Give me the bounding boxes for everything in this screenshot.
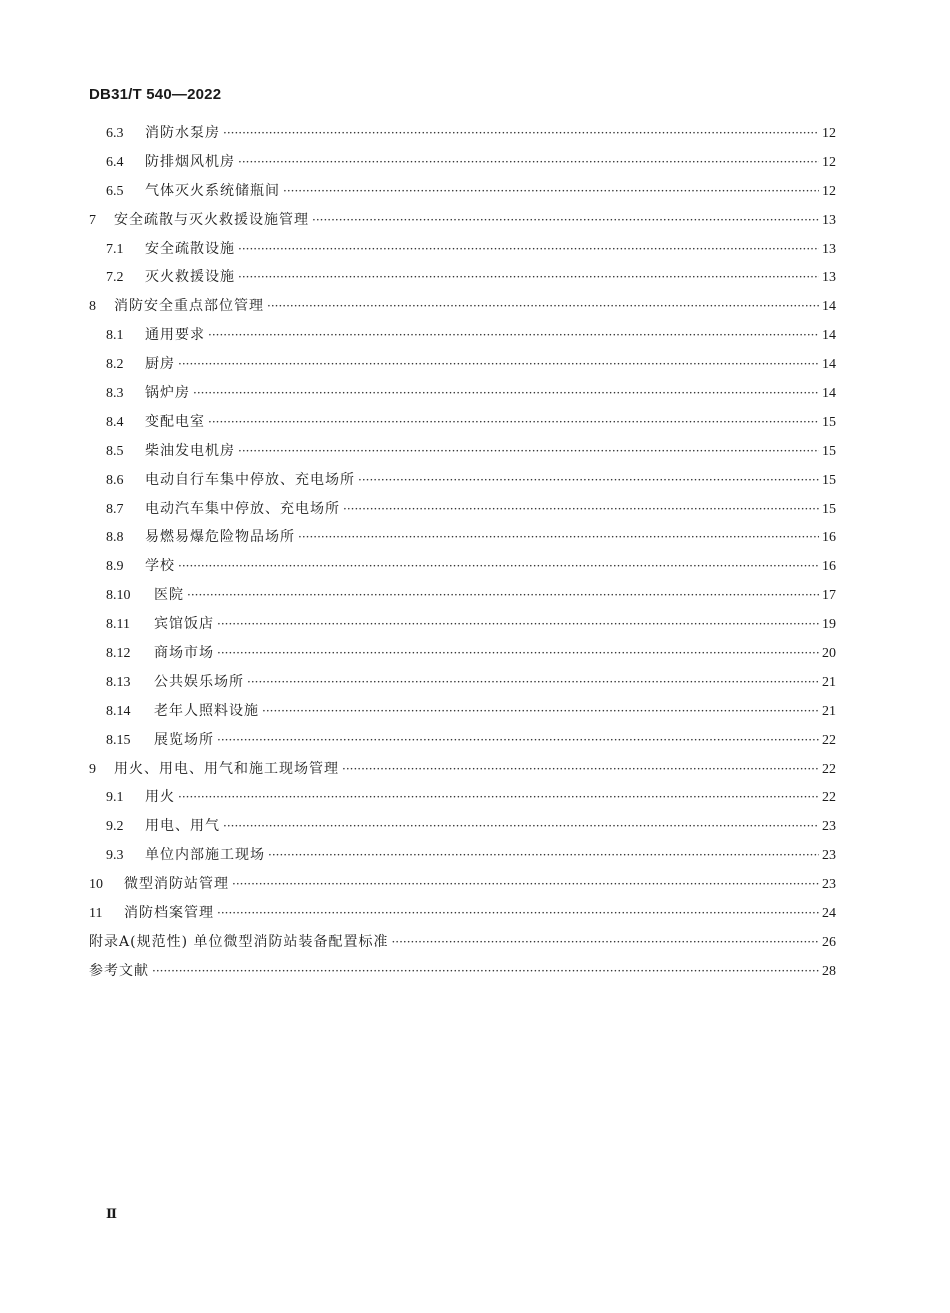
toc-entry-number: 8 <box>89 299 96 315</box>
toc-entry-title: 锅炉房 <box>145 385 190 402</box>
toc-entry-page: 22 <box>822 761 836 777</box>
toc-leader-dots <box>283 177 819 206</box>
toc-entry-title: 柴油发电机房 <box>145 442 235 459</box>
toc-leader-dots <box>268 841 819 870</box>
toc-entry-page: 22 <box>822 732 836 748</box>
toc-entry-page: 14 <box>822 357 836 373</box>
toc-entry-title: 消防水泵房 <box>145 125 220 141</box>
toc-entry-number: 8.5 <box>106 443 124 459</box>
toc-entry[interactable] <box>89 292 836 321</box>
toc-leader-dots <box>298 523 819 552</box>
toc-entry-number: 7 <box>89 212 96 228</box>
toc-leader-dots <box>343 495 819 524</box>
toc-leader-dots <box>217 610 819 639</box>
toc-entry-title: 用电、用气 <box>145 818 220 835</box>
toc-entry-title: 微型消防站管理 <box>124 876 229 893</box>
toc-entry-number: 7.2 <box>106 270 124 286</box>
toc-entry-title: 商场市场 <box>154 645 214 662</box>
toc-entry-page: 21 <box>822 674 836 690</box>
toc-entry[interactable] <box>89 466 836 495</box>
toc-entry-title: 变配电室 <box>145 413 205 430</box>
toc-entry[interactable] <box>89 957 836 986</box>
toc-entry-number: 8.8 <box>106 530 124 546</box>
toc-entry[interactable] <box>89 812 836 841</box>
toc-entry-title: 参考文献 <box>89 962 149 979</box>
toc-entry-page: 14 <box>822 386 836 402</box>
toc-leader-dots <box>217 639 819 668</box>
toc-entry-page: 15 <box>822 443 836 459</box>
toc-entry[interactable] <box>89 321 836 350</box>
toc-entry-title: 用火、用电、用气和施工现场管理 <box>114 760 339 777</box>
toc-leader-dots <box>217 899 819 928</box>
toc-leader-dots <box>238 437 819 466</box>
toc-entry-number: 8.12 <box>106 646 131 662</box>
table-of-contents <box>89 119 836 986</box>
toc-entry[interactable] <box>89 408 836 437</box>
toc-entry[interactable] <box>89 870 836 899</box>
toc-entry-title: 防排烟风机房 <box>145 153 235 170</box>
toc-entry-number: 11 <box>89 906 103 922</box>
toc-entry-title: 厨房 <box>145 356 175 373</box>
toc-entry-title: 安全疏散设施 <box>145 240 235 257</box>
toc-entry-page: 24 <box>822 906 836 922</box>
toc-leader-dots <box>238 263 819 292</box>
toc-entry-number: 9.1 <box>106 790 124 806</box>
toc-leader-dots <box>358 466 819 495</box>
toc-entry[interactable] <box>89 610 836 639</box>
toc-leader-dots <box>193 379 819 408</box>
toc-entry-page: 21 <box>822 703 836 719</box>
toc-entry-page: 13 <box>822 241 836 257</box>
toc-entry-title: 用火 <box>145 789 175 806</box>
toc-leader-dots <box>247 668 819 697</box>
toc-entry-number: 7.1 <box>106 241 124 257</box>
toc-entry[interactable] <box>89 523 836 552</box>
toc-entry[interactable] <box>89 263 836 292</box>
toc-entry-number: 8.11 <box>106 617 130 633</box>
toc-entry[interactable] <box>89 783 836 812</box>
toc-entry-number: 8.7 <box>106 501 124 517</box>
toc-leader-dots <box>342 755 819 784</box>
toc-entry[interactable] <box>89 899 836 928</box>
toc-entry[interactable] <box>89 437 836 466</box>
toc-entry[interactable] <box>89 148 836 177</box>
toc-entry-page: 17 <box>822 588 836 604</box>
page-number: Ⅱ <box>106 1206 117 1221</box>
toc-entry-page: 28 <box>822 963 836 979</box>
toc-entry[interactable] <box>89 841 836 870</box>
toc-leader-dots <box>238 235 819 264</box>
toc-entry-title: 单位内部施工现场 <box>145 847 265 864</box>
toc-entry-title: 通用要求 <box>145 327 205 344</box>
toc-entry-title: 气体灭火系统储瓶间 <box>145 182 280 199</box>
toc-entry-number: 9.2 <box>106 819 124 835</box>
toc-leader-dots <box>391 928 819 957</box>
toc-leader-dots <box>262 697 819 726</box>
toc-entry-number: 8.14 <box>106 703 131 719</box>
toc-leader-dots <box>178 350 819 379</box>
toc-entry[interactable] <box>89 206 836 235</box>
toc-entry-number: 6.4 <box>106 154 124 170</box>
toc-leader-dots <box>217 726 819 755</box>
toc-entry[interactable] <box>89 726 836 755</box>
toc-entry[interactable] <box>89 177 836 206</box>
toc-entry-title: 学校 <box>145 558 175 575</box>
toc-entry-page: 15 <box>822 501 836 517</box>
toc-leader-dots <box>152 957 819 986</box>
toc-entry-title: 附录A(规范性) 单位微型消防站装备配置标准 <box>89 933 389 950</box>
toc-entry-page: 16 <box>822 559 836 575</box>
toc-entry[interactable] <box>89 639 836 668</box>
toc-entry-page: 23 <box>822 848 836 864</box>
toc-entry-title: 宾馆饭店 <box>154 616 214 633</box>
toc-leader-dots <box>223 119 819 148</box>
toc-entry-page: 13 <box>822 270 836 286</box>
toc-leader-dots <box>208 321 819 350</box>
toc-entry-number: 10 <box>89 877 103 893</box>
toc-leader-dots <box>238 148 819 177</box>
toc-entry-number: 8.2 <box>106 357 124 373</box>
toc-entry-page: 12 <box>822 154 836 170</box>
toc-entry-number: 8.1 <box>106 328 124 344</box>
toc-entry-title: 电动自行车集中停放、充电场所 <box>145 471 355 488</box>
toc-entry-number: 6.3 <box>106 126 124 141</box>
toc-entry-title: 医院 <box>154 587 184 604</box>
toc-entry[interactable] <box>89 119 836 148</box>
document-code-header: DB31/T 540—2022 <box>89 86 222 103</box>
toc-leader-dots <box>178 783 819 812</box>
toc-entry-number: 8.3 <box>106 386 124 402</box>
toc-entry-number: 9 <box>89 761 96 777</box>
toc-entry-page: 20 <box>822 646 836 662</box>
toc-entry-number: 9.3 <box>106 848 124 864</box>
toc-entry[interactable] <box>89 379 836 408</box>
toc-entry[interactable] <box>89 755 836 784</box>
toc-entry-number: 6.5 <box>106 183 124 199</box>
toc-entry-title: 展览场所 <box>154 731 214 748</box>
toc-entry[interactable] <box>89 350 836 379</box>
toc-entry-page: 22 <box>822 790 836 806</box>
toc-entry[interactable] <box>89 581 836 610</box>
toc-entry-number: 8.13 <box>106 674 131 690</box>
toc-entry-number: 8.10 <box>106 588 131 604</box>
toc-entry[interactable] <box>89 928 836 957</box>
toc-entry-number: 8.15 <box>106 732 131 748</box>
toc-entry[interactable] <box>89 697 836 726</box>
toc-entry-page: 12 <box>822 183 836 199</box>
toc-entry[interactable] <box>89 552 836 581</box>
toc-entry[interactable] <box>89 668 836 697</box>
toc-entry-page: 13 <box>822 212 836 228</box>
toc-entry-number: 8.6 <box>106 472 124 488</box>
toc-leader-dots <box>312 206 819 235</box>
toc-entry-number: 8.9 <box>106 559 124 575</box>
toc-entry-title: 易燃易爆危险物品场所 <box>145 529 295 546</box>
toc-entry-title: 消防安全重点部位管理 <box>114 298 264 315</box>
toc-entry-page: 19 <box>822 617 836 633</box>
toc-entry-title: 老年人照料设施 <box>154 702 259 719</box>
toc-leader-dots <box>232 870 819 899</box>
toc-entry-title: 电动汽车集中停放、充电场所 <box>145 500 340 517</box>
toc-entry-page: 14 <box>822 328 836 344</box>
toc-leader-dots <box>208 408 819 437</box>
toc-entry-page: 23 <box>822 819 836 835</box>
toc-entry[interactable] <box>89 235 836 264</box>
toc-entry-page: 26 <box>822 934 836 950</box>
toc-leader-dots <box>223 812 819 841</box>
toc-entry-page: 14 <box>822 299 836 315</box>
toc-leader-dots <box>187 581 819 610</box>
toc-entry-number: 8.4 <box>106 414 124 430</box>
toc-leader-dots <box>267 292 819 321</box>
toc-entry-title: 灭火救援设施 <box>145 269 235 286</box>
toc-entry[interactable] <box>89 495 836 524</box>
toc-entry-page: 15 <box>822 472 836 488</box>
toc-entry-title: 公共娱乐场所 <box>154 673 244 690</box>
toc-entry-page: 23 <box>822 877 836 893</box>
toc-entry-title: 消防档案管理 <box>124 905 214 922</box>
toc-entry-page: 15 <box>822 414 836 430</box>
toc-leader-dots <box>178 552 819 581</box>
toc-entry-title: 安全疏散与灭火救援设施管理 <box>114 211 309 228</box>
toc-entry-page: 16 <box>822 530 836 546</box>
toc-entry-page: 12 <box>822 126 836 141</box>
